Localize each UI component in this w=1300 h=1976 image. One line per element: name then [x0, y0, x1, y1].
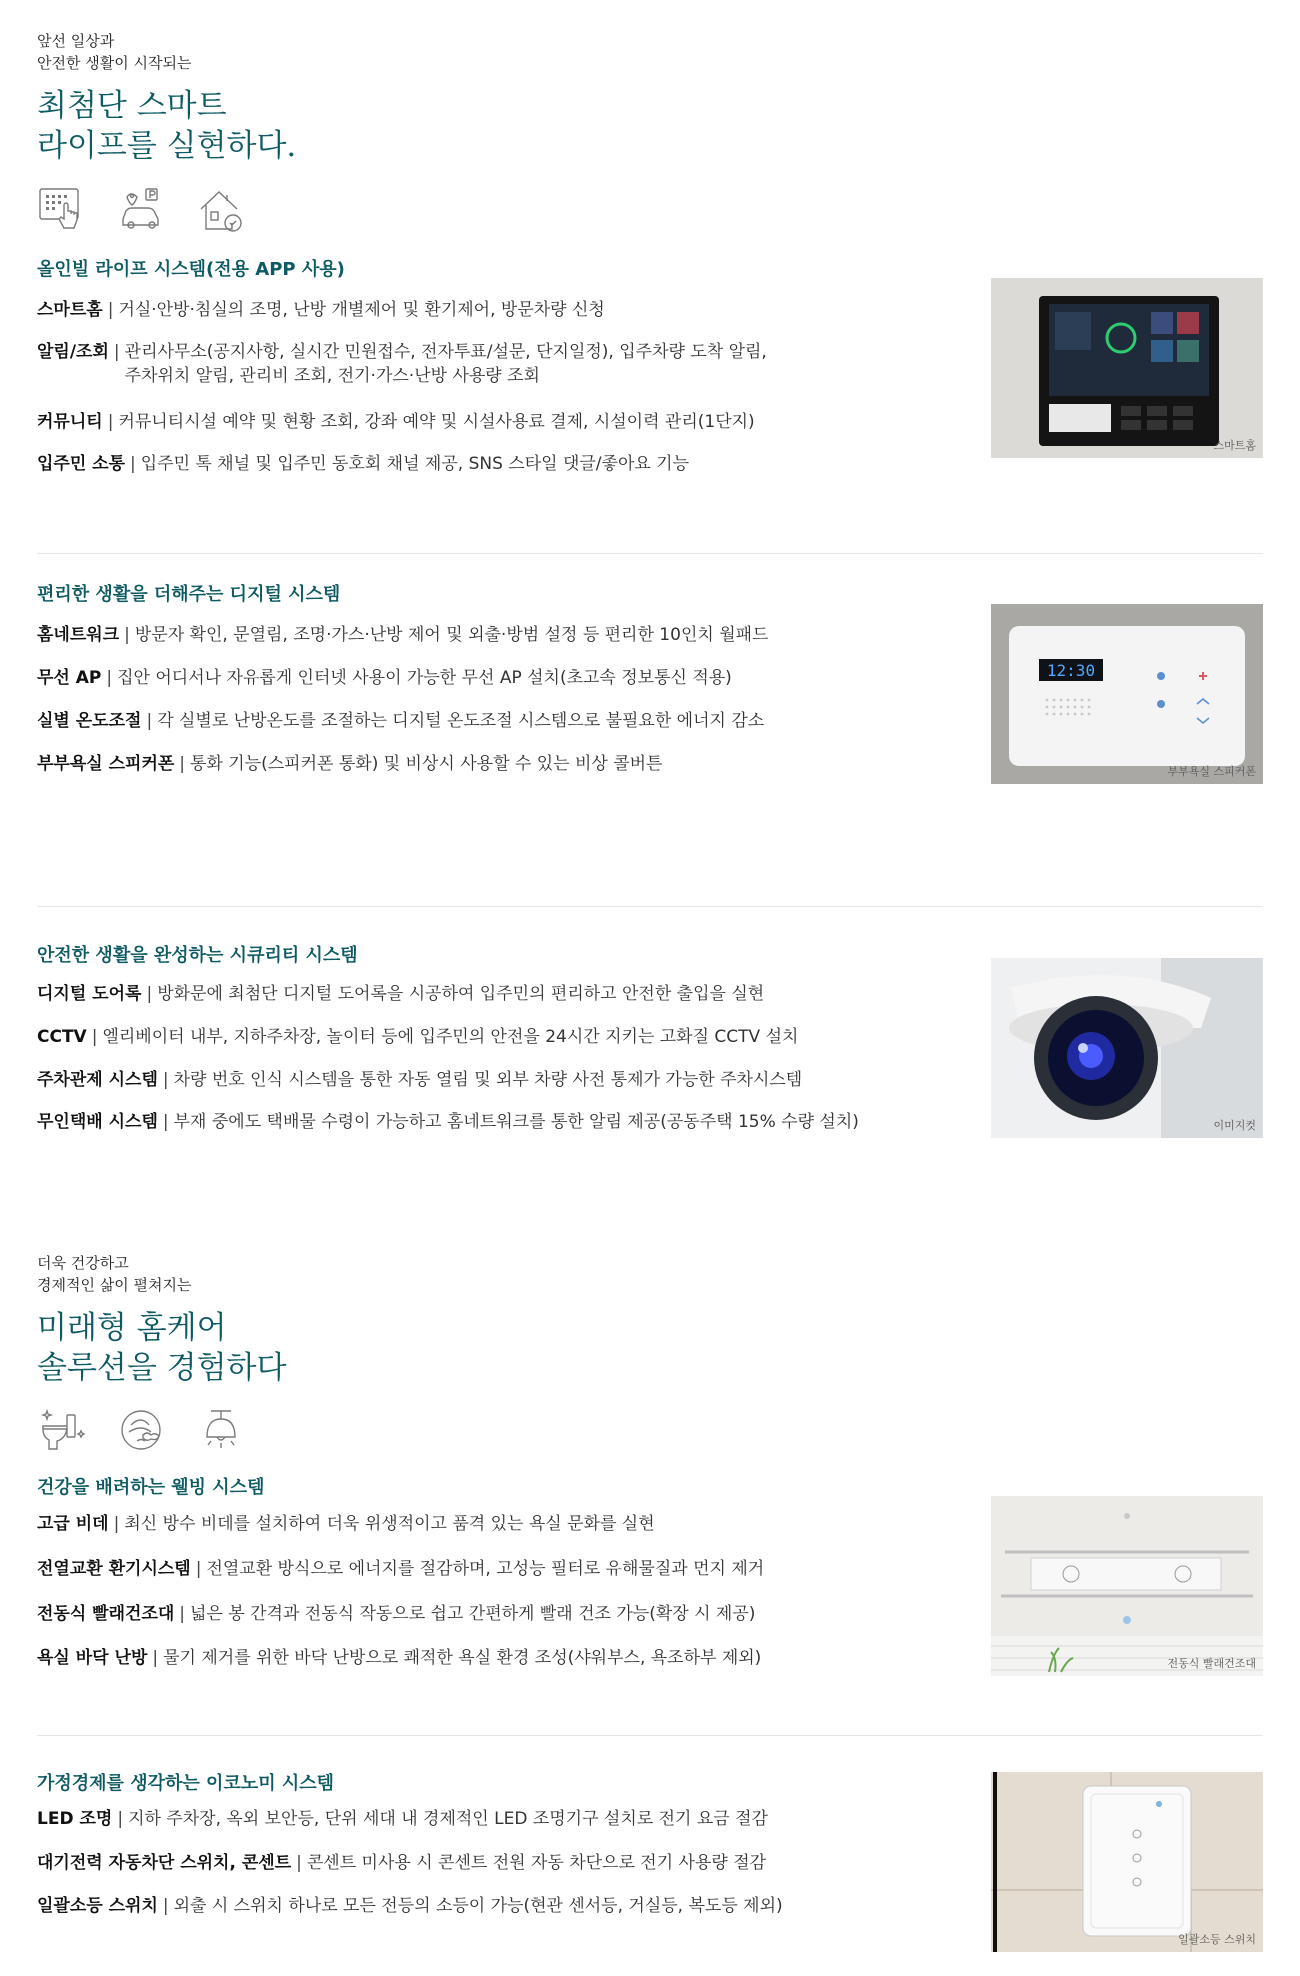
separator: | [179, 1604, 186, 1624]
feature-label: 입주민 소통 [37, 454, 126, 474]
feature-label: 실별 온도조절 [37, 711, 142, 731]
feature-desc: 방화문에 최첨단 디지털 도어록을 시공하여 입주민의 편리하고 안전한 출입을 실현 [157, 984, 765, 1004]
feature-desc: 통화 기능(스피커폰 통화) 및 비상시 사용할 수 있는 비상 콜버튼 [190, 754, 663, 774]
photo-caption: 일괄소등 스위치 [1178, 1933, 1256, 1946]
feature-desc: 방문자 확인, 문열림, 조명·가스·난방 제어 및 외출·방범 설정 등 편리한 10인치 월패드 [134, 625, 769, 645]
feature-item [37, 1557, 764, 1581]
separator: | [162, 1070, 169, 1090]
feature-item [37, 1602, 755, 1626]
separator: | [162, 1896, 169, 1916]
section-wellbeing-system [37, 1476, 1263, 1676]
ventilation-icon [117, 1405, 167, 1455]
feature-desc [125, 340, 767, 388]
intro-subtitle-line: 안전한 생활이 시작되는 [37, 54, 192, 72]
separator: | [91, 1027, 98, 1047]
intro-title-line: 솔루션을 경험하다 [37, 1350, 287, 1386]
section-divider [37, 906, 1263, 907]
intro-subtitle-line: 경제적인 삶이 펼쳐지는 [37, 1276, 192, 1294]
feature-label: 대기전력 자동차단 스위치, 콘센트 [37, 1853, 292, 1873]
separator: | [152, 1648, 159, 1668]
separator: | [117, 1809, 124, 1829]
feature-desc: 넓은 봉 간격과 전동식 작동으로 쉽고 간편하게 빨래 건조 가능(확장 시 제공) [190, 1604, 756, 1624]
speakerphone-clock: 12:30 [1046, 661, 1096, 680]
intro-title-line: 최첨단 스마트 [37, 88, 227, 124]
feature-label: 커뮤니티 [37, 412, 103, 432]
feature-item [37, 1110, 859, 1134]
feature-item [37, 340, 767, 388]
intro-title-2 [37, 1308, 286, 1388]
section-divider [37, 553, 1263, 554]
feature-label: CCTV [37, 1027, 87, 1047]
feature-desc: 지하 주차장, 옥외 보안등, 단위 세대 내 경제적인 LED 조명기구 설치로 전기 요금 절감 [128, 1809, 768, 1829]
switch-photo [991, 1772, 1263, 1952]
feature-label: 스마트홈 [37, 300, 103, 320]
feature-desc: 엘리베이터 내부, 지하주차장, 놀이터 등에 입주민의 안전을 24시간 지키는 고화질 CCTV 설치 [102, 1027, 799, 1047]
separator: | [107, 412, 114, 432]
feature-label: 무선 AP [37, 668, 102, 688]
feature-desc: 커뮤니티시설 예약 및 현황 조회, 강좌 예약 및 시설사용료 결제, 시설이력 관리(1단지) [118, 412, 755, 432]
section-title: 편리한 생활을 더해주는 디지털 시스템 [37, 584, 341, 605]
feature-item [37, 1068, 802, 1092]
separator: | [113, 1514, 120, 1534]
intro-subtitle-2 [37, 1252, 286, 1296]
separator: | [124, 625, 130, 645]
separator: | [106, 668, 113, 688]
intro-subtitle-line: 더욱 건강하고 [37, 1254, 129, 1272]
feature-label: 부부욕실 스피커폰 [37, 754, 175, 774]
feature-desc: 외출 시 스위치 하나로 모든 전등의 소등이 가능(현관 센서등, 거실등, 복도등 제외) [173, 1896, 783, 1916]
separator: | [130, 454, 136, 474]
feature-item [37, 1512, 655, 1536]
feature-desc: 최신 방수 비데를 설치하여 더욱 위생적이고 품격 있는 욕실 문화를 실현 [124, 1514, 655, 1534]
car-parking-icon [117, 185, 167, 235]
feature-desc: 거실·안방·침실의 조명, 난방 개별제어 및 환기제어, 방문차량 신청 [118, 300, 605, 320]
intro-title-1 [37, 86, 296, 166]
feature-item [37, 1807, 768, 1831]
feature-desc: 전열교환 방식으로 에너지를 절감하며, 고성능 필터로 유해물질과 먼지 제거 [206, 1559, 765, 1579]
intro-title-line: 미래형 홈케어 [37, 1310, 227, 1346]
smart-home-icon [197, 185, 247, 235]
feature-item [37, 752, 662, 776]
feature-label: 욕실 바닥 난방 [37, 1648, 148, 1668]
feature-item [37, 1894, 783, 1918]
intro-heading-1 [37, 30, 296, 166]
separator: | [195, 1559, 202, 1579]
feature-desc: 물기 제거를 위한 바닥 난방으로 쾌적한 욕실 환경 조성(샤워부스, 욕조하부 제외) [163, 1648, 762, 1668]
feature-item [37, 623, 768, 647]
feature-item [37, 1646, 761, 1670]
intro-heading-2 [37, 1252, 286, 1388]
separator: | [162, 1112, 169, 1132]
separator: | [146, 711, 153, 731]
feature-desc: 집안 어디서나 자유롭게 인터넷 사용이 가능한 무선 AP 설치(초고속 정보통신 적용) [117, 668, 732, 688]
section-title: 가정경제를 생각하는 이코노미 시스템 [37, 1773, 335, 1794]
touch-keypad-icon [37, 185, 87, 235]
feature-item [37, 410, 755, 434]
separator: | [179, 754, 186, 774]
section-title: 건강을 배려하는 웰빙 시스템 [37, 1477, 265, 1498]
intro-subtitle-1 [37, 30, 296, 74]
feature-label: 주차관제 시스템 [37, 1070, 158, 1090]
feature-icons-2 [37, 1405, 247, 1455]
feature-item [37, 1025, 798, 1049]
separator: | [146, 984, 153, 1004]
feature-label: 알림/조회 [37, 342, 109, 362]
section-title: 안전한 생활을 완성하는 시큐리티 시스템 [37, 945, 358, 966]
feature-desc: 부재 중에도 택배물 수령이 가능하고 홈네트워크를 통한 알림 제공(공동주택 15% 수량 설치) [173, 1112, 859, 1132]
feature-desc-line: 주차위치 알림, 관리비 조회, 전기·가스·난방 사용량 조회 [124, 366, 540, 386]
speakerphone-photo [991, 604, 1263, 784]
feature-desc: 입주민 톡 채널 및 입주민 동호회 채널 제공, SNS 스타일 댓글/좋아요 기능 [140, 454, 690, 474]
cctv-photo [991, 958, 1263, 1138]
bidet-toilet-icon [37, 1405, 87, 1455]
feature-item [37, 666, 732, 690]
feature-label: 전동식 빨래건조대 [37, 1604, 175, 1624]
feature-item [37, 709, 764, 733]
feature-label: 디지털 도어록 [37, 984, 142, 1004]
photo-caption: 전동식 빨래건조대 [1167, 1657, 1256, 1670]
section-security-system [37, 944, 1263, 1144]
feature-label: 고급 비데 [37, 1514, 109, 1534]
photo-caption: 부부욕실 스피커폰 [1167, 765, 1256, 778]
feature-label: 무인택배 시스템 [37, 1112, 158, 1132]
section-title: 올인빌 라이프 시스템(전용 APP 사용) [37, 259, 345, 280]
feature-item [37, 982, 764, 1006]
section-divider [37, 1735, 1263, 1736]
feature-item [37, 452, 689, 476]
drying-rack-photo [991, 1496, 1263, 1676]
separator: | [296, 1853, 302, 1873]
separator: | [107, 300, 114, 320]
feature-label: 전열교환 환기시스템 [37, 1559, 191, 1579]
feature-desc-line: 관리사무소(공지사항, 실시간 민원접수, 전자투표/설문, 단지일정), 입주차량 도착 알림, [124, 342, 767, 362]
intro-title-line: 라이프를 실현하다. [37, 128, 297, 164]
photo-caption: 스마트홈 [1213, 439, 1256, 452]
section-digital-system [37, 583, 1263, 783]
feature-desc: 콘센트 미사용 시 콘센트 전원 자동 차단으로 전기 사용량 절감 [306, 1853, 767, 1873]
section-economy-system [37, 1772, 1263, 1962]
separator: | [113, 342, 120, 362]
wallpad-photo [991, 278, 1263, 458]
feature-item [37, 298, 605, 322]
ceiling-lamp-icon [197, 1405, 247, 1455]
feature-desc: 각 실별로 난방온도를 조절하는 디지털 온도조절 시스템으로 불필요한 에너지 감소 [157, 711, 765, 731]
feature-label: 홈네트워크 [37, 625, 120, 645]
photo-caption: 이미지컷 [1213, 1119, 1256, 1132]
feature-desc: 차량 번호 인식 시스템을 통한 자동 열림 및 외부 차량 사전 통제가 가능한 주차시스템 [173, 1070, 803, 1090]
intro-subtitle-line: 앞선 일상과 [37, 32, 115, 50]
section-allinvill-life [37, 258, 1263, 474]
feature-icons-1 [37, 185, 247, 235]
feature-label: 일괄소등 스위치 [37, 1896, 158, 1916]
feature-item [37, 1851, 766, 1875]
feature-label: LED 조명 [37, 1809, 113, 1829]
